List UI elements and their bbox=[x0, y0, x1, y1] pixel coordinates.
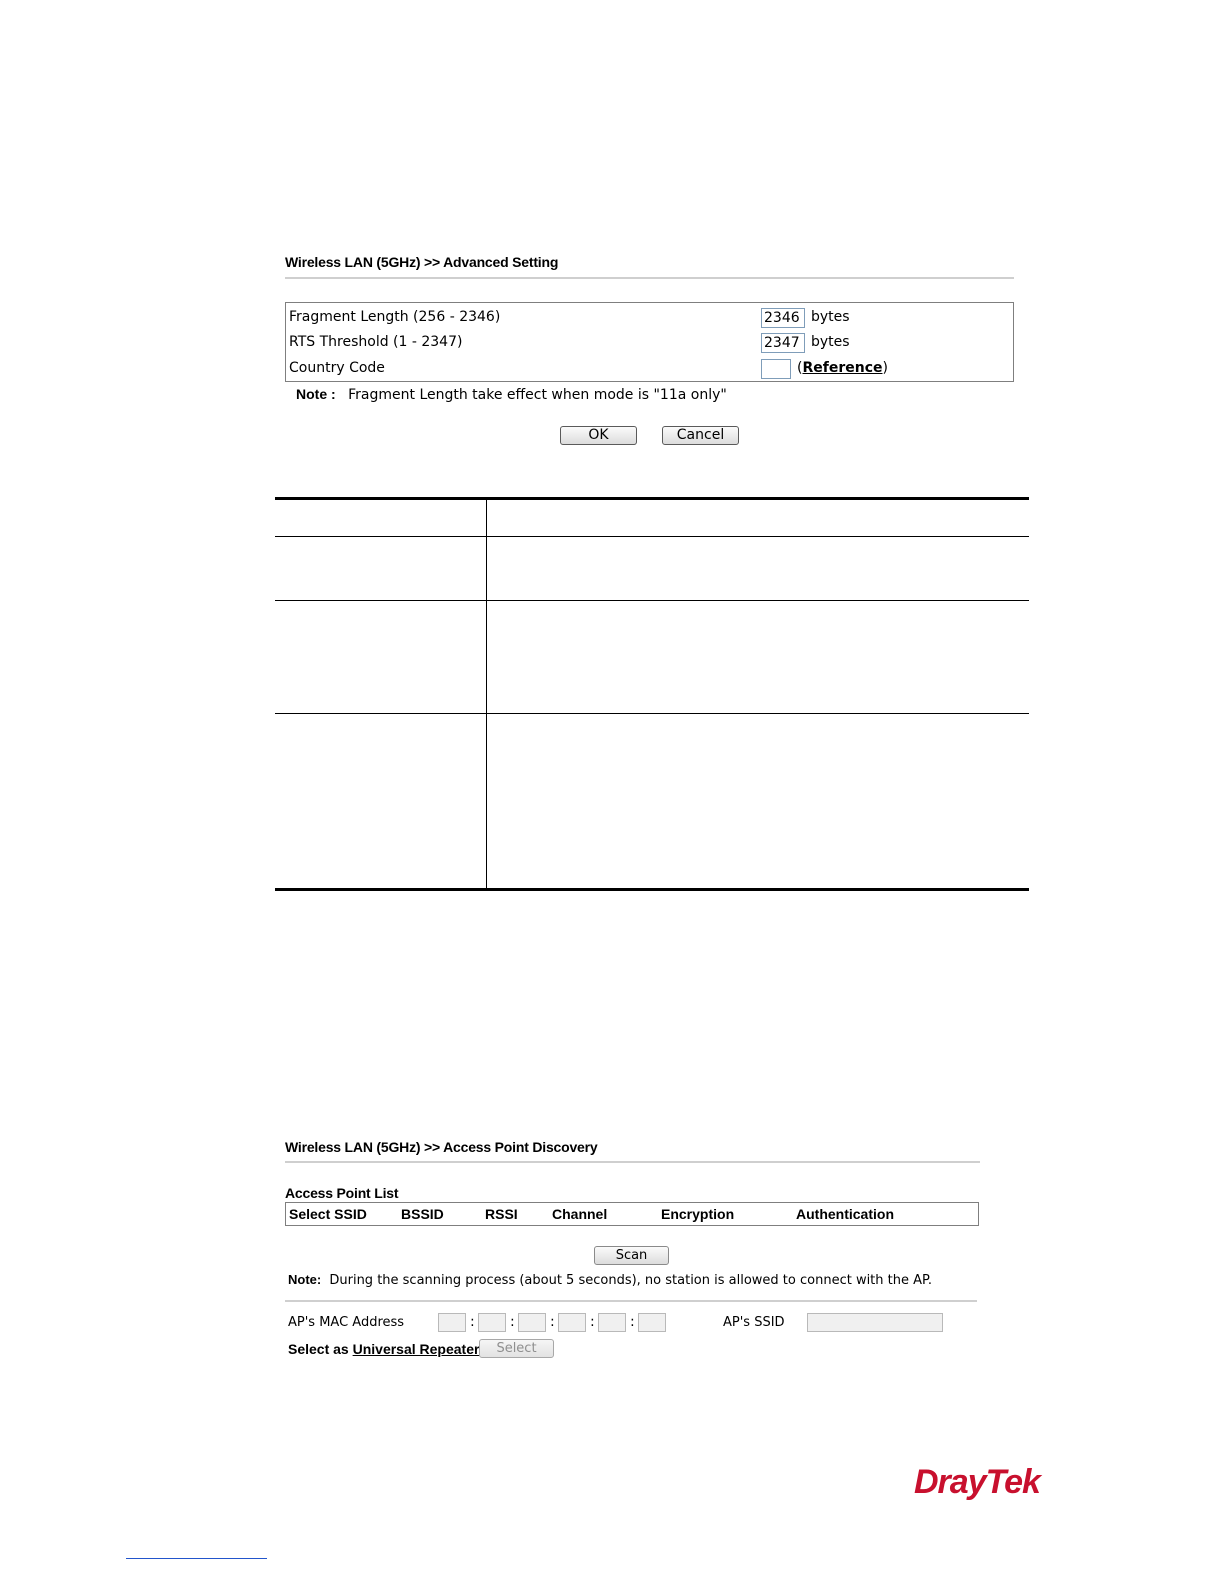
mac-octet-input-4[interactable] bbox=[558, 1313, 586, 1332]
rts-threshold-label: RTS Threshold (1 - 2347) bbox=[289, 334, 463, 350]
fragment-length-label: Fragment Length (256 - 2346) bbox=[289, 309, 501, 325]
mac-octet-input-3[interactable] bbox=[518, 1313, 546, 1332]
discovery-note bbox=[288, 1271, 932, 1290]
discovery-title: Wireless LAN (5GHz) >> Access Point Discovery bbox=[285, 1139, 598, 1155]
column-encryption: Encryption bbox=[661, 1206, 735, 1222]
reference-open: ( bbox=[797, 360, 803, 376]
footer-line bbox=[126, 1558, 267, 1559]
access-point-list-table bbox=[285, 1202, 979, 1226]
advanced-note-text: Fragment Length take effect when mode is "11a only" bbox=[348, 387, 727, 403]
rts-threshold-input[interactable]: 2347 bbox=[761, 333, 805, 353]
table-row-divider bbox=[275, 600, 1029, 601]
mac-octet-input-5[interactable] bbox=[598, 1313, 626, 1332]
select-button[interactable]: Select bbox=[479, 1339, 554, 1358]
description-table bbox=[275, 497, 1029, 891]
country-code-label: Country Code bbox=[289, 360, 385, 376]
country-code-input[interactable] bbox=[761, 359, 791, 379]
universal-repeater-link[interactable]: Universal Repeater bbox=[352, 1341, 480, 1357]
cancel-button[interactable]: Cancel bbox=[662, 426, 739, 445]
title-divider bbox=[285, 277, 1014, 279]
reference-wrapper bbox=[797, 356, 888, 380]
draytek-logo: DrayTek bbox=[914, 1463, 1040, 1501]
mac-separator: : bbox=[470, 1314, 475, 1330]
select-as-row bbox=[288, 1340, 484, 1358]
access-point-list-label: Access Point List bbox=[285, 1185, 399, 1201]
scan-button[interactable]: Scan bbox=[594, 1246, 669, 1265]
table-row-divider bbox=[275, 713, 1029, 714]
column-bssid: BSSID bbox=[401, 1206, 444, 1222]
discovery-note-text: During the scanning process (about 5 seconds), no station is allowed to connect with the AP. bbox=[329, 1273, 932, 1288]
discovery-note-label: Note: bbox=[288, 1272, 322, 1287]
mac-separator: : bbox=[590, 1314, 595, 1330]
fragment-unit: bytes bbox=[811, 309, 850, 325]
advanced-note bbox=[296, 384, 727, 405]
select-as-label: Select as bbox=[288, 1341, 349, 1357]
column-authentication: Authentication bbox=[796, 1206, 894, 1222]
note-divider bbox=[285, 1300, 977, 1302]
ok-button[interactable]: OK bbox=[560, 426, 637, 445]
reference-close: ) bbox=[882, 360, 888, 376]
reference-link[interactable]: Reference bbox=[802, 360, 883, 376]
mac-separator: : bbox=[550, 1314, 555, 1330]
mac-separator: : bbox=[630, 1314, 635, 1330]
ap-ssid-input[interactable] bbox=[807, 1313, 943, 1332]
advanced-title: Wireless LAN (5GHz) >> Advanced Setting bbox=[285, 254, 559, 270]
mac-separator: : bbox=[510, 1314, 515, 1330]
fragment-length-input[interactable]: 2346 bbox=[761, 308, 805, 328]
column-rssi: RSSI bbox=[485, 1206, 518, 1222]
advanced-settings-panel bbox=[285, 302, 1014, 382]
column-channel: Channel bbox=[552, 1206, 608, 1222]
table-column-divider bbox=[486, 500, 487, 888]
mac-octet-input-6[interactable] bbox=[638, 1313, 666, 1332]
mac-octet-input-2[interactable] bbox=[478, 1313, 506, 1332]
ap-ssid-label: AP's SSID bbox=[723, 1315, 785, 1330]
mac-address-label: AP's MAC Address bbox=[288, 1315, 405, 1330]
discovery-divider bbox=[285, 1161, 980, 1163]
rts-unit: bytes bbox=[811, 334, 850, 350]
mac-octet-input-1[interactable] bbox=[438, 1313, 466, 1332]
table-row-divider bbox=[275, 536, 1029, 537]
column-select-ssid: Select SSID bbox=[289, 1206, 367, 1222]
advanced-note-label: Note : bbox=[296, 386, 336, 402]
